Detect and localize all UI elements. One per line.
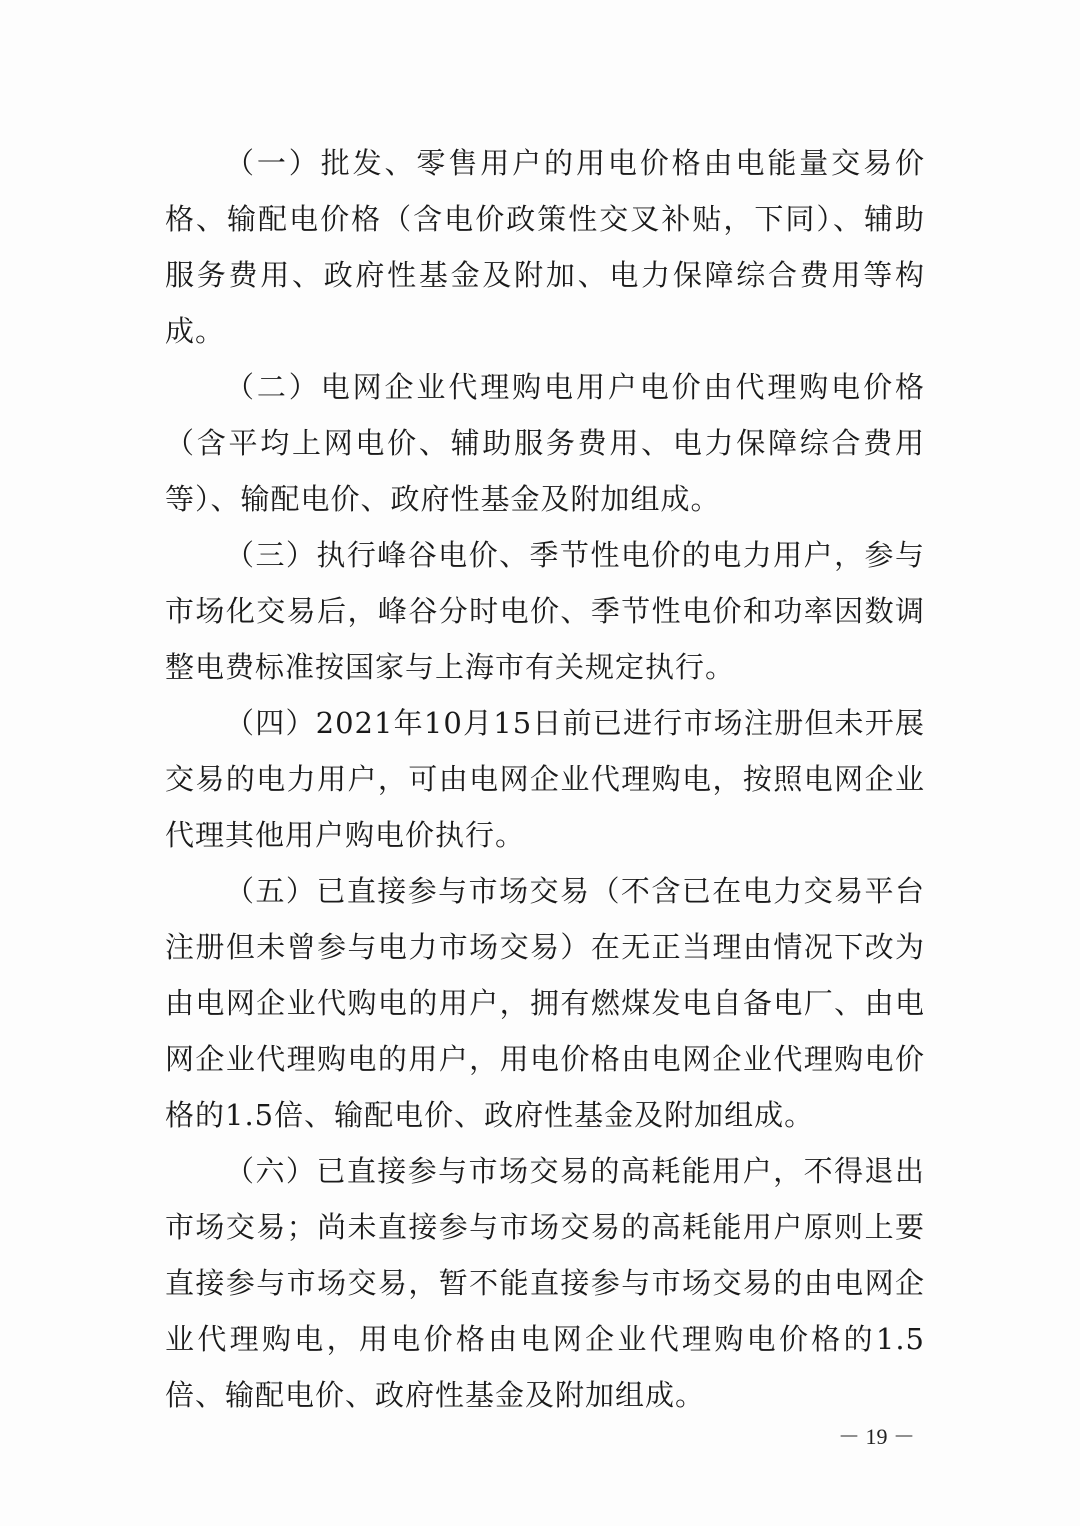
paragraph-1: （一）批发、零售用户的用电价格由电能量交易价格、输配电价格（含电价政策性交叉补贴，下同）、辅助服务费用、政府性基金及附加、电力保障综合费用等构成。 — [165, 146, 925, 348]
paragraph-2: （二）电网企业代理购电用户电价由代理购电价格（含平均上网电价、辅助服务费用、电力保障综合费用等）、输配电价、政府性基金及附加组成。 — [165, 370, 925, 516]
paragraph-3: （三）执行峰谷电价、季节性电价的电力用户，参与市场化交易后，峰谷分时电价、季节性电价和功率因数调整电费标准按国家与上海市有关规定执行。 — [165, 538, 925, 684]
page-number: － 19 － — [837, 1424, 915, 1449]
paragraph-5: （五）已直接参与市场交易（不含已在电力交易平台注册但未曾参与电力市场交易）在无正当理由情况下改为由电网企业代购电的用户，拥有燃煤发电自备电厂、由电网企业代理购电的用户，用电价格由电网企业代理购电价格的1.5倍、输配电价、政府性基金及附加组成。 — [165, 874, 925, 1132]
paragraph-4: （四）2021年10月15日前已进行市场注册但未开展交易的电力用户，可由电网企业代理购电，按照电网企业代理其他用户购电价执行。 — [165, 706, 925, 852]
document-body — [165, 135, 925, 1423]
paragraph-6: （六）已直接参与市场交易的高耗能用户，不得退出市场交易；尚未直接参与市场交易的高耗能用户原则上要直接参与市场交易，暂不能直接参与市场交易的由电网企业代理购电，用电价格由电网企业代理购电价格的1.5倍、输配电价、政府性基金及附加组成。 — [165, 1154, 925, 1412]
